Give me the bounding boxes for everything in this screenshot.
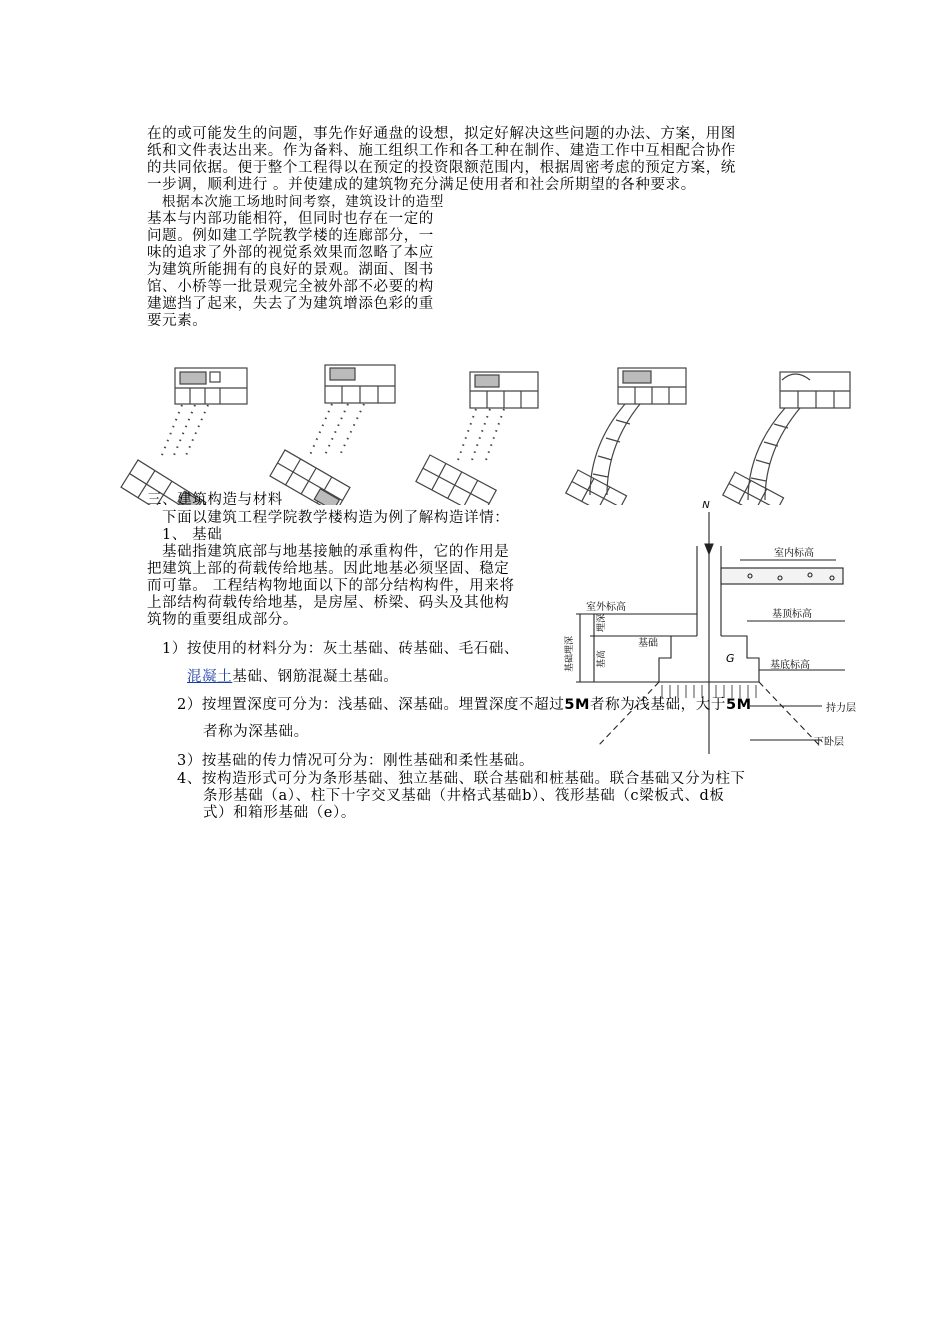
observation-line: 根据本次施工场地时间考察，建筑设计的造型 [162,194,444,210]
depth-value: 5M [564,697,591,713]
indoor-level-label: 室内标高 [774,548,814,559]
list-item-1-cont [187,669,398,686]
load-label: N [702,500,710,511]
list-item-2-head: 2）按埋置深度可分为：浅基础、深基础。埋置深度不超过 [177,697,565,713]
floor-plan-sketches [120,360,860,505]
foundation-height-label: 基高 [597,649,607,668]
floor-plan-1 [121,368,247,505]
observation-line: 为建筑所能拥有的良好的景观。湖面、图书 [147,262,434,278]
floor-slab [721,568,843,584]
foundation-line: 基础指建筑底部与地基接触的承重构件，它的作用是 [162,544,510,560]
intro-line: 的共同依据。便于整个工程得以在预定的投资限额范围内，根据周密考虑的预定方案，统 [147,160,736,176]
foundation-label: 基础 [638,638,658,649]
list-item-4-line: 4、按构造形式可分为条形基础、独立基础、联合基础和桩基础。联合基础又分为柱下 [177,771,746,787]
foundation-line: 筑物的重要组成部分。 [147,612,298,628]
underlying-layer-label: 下卧层 [814,737,844,748]
weight-label: G [726,652,735,665]
section-heading: 三、建筑构造与材料 [147,492,283,508]
foundation-line: 上部结构荷载传给地基，是房屋、桥梁、码头及其他构 [147,595,510,611]
foundation-bottom-label: 基底标高 [770,660,810,671]
foundation-section-diagram [560,496,860,758]
floor-plan-3 [416,372,538,505]
floor-plan-2 [270,365,395,505]
foundation-line: 而可靠。 工程结构物地面以下的部分结构构件，用来将 [147,578,515,594]
burial-depth-label: 埋深 [597,613,607,632]
floor-plan-4 [566,368,686,505]
observation-line: 基本与内部功能相符，但同时也存在一定的 [147,211,434,227]
foundation-burial-depth-label: 基础埋深 [565,635,575,672]
observation-line: 建遮挡了起来，失去了为建筑增添色彩的重 [147,296,434,312]
concrete-link[interactable]: 混凝土 [187,669,233,685]
observation-line: 馆、小桥等一批景观完全被外部不必要的构 [147,279,434,295]
intro-line: 在的或可能发生的问题，事先作好通盘的设想，拟定好解决这些问题的办法、方案，用图 [147,126,736,142]
observation-line: 问题。例如建工学院教学楼的连廊部分，一 [147,228,434,244]
floor-plan-5 [723,372,850,505]
list-item-4-line: 条形基础（a）、柱下十字交叉基础（井格式基础b）、筏形基础（c梁板式、d板 [203,788,725,804]
list-item-2-cont: 者称为深基础。 [203,724,309,740]
intro-line: 一步调，顺利进行 。并使建成的建筑物充分满足使用者和社会所期望的各种要求。 [147,177,696,193]
foundation-top-label: 基顶标高 [772,609,812,620]
sub-heading: 1、 基础 [162,527,223,543]
outdoor-level-label: 室外标高 [586,602,626,613]
list-item-2-mid: 者称为浅基础，大于 [590,697,726,713]
intro-line: 纸和文件表达出来。作为备料、施工组织工作和各工种在制作、建造工作中互相配合协作 [147,143,736,159]
depth-value: 5M [725,697,752,713]
list-item-4-line: 式）和箱形基础（e）。 [203,805,356,821]
observation-line: 味的追求了外部的视觉系效果而忽略了本应 [147,245,434,261]
list-item-1: 1）按使用的材料分为：灰土基础、砖基础、毛石础、 [162,641,520,657]
bearing-layer-label: 持力层 [826,703,856,714]
list-item-1-tail: 基础、钢筋混凝土基础。 [232,669,399,685]
observation-line: 要元素。 [147,313,208,329]
section-intro: 下面以建筑工程学院教学楼构造为例了解构造详情： [162,510,510,526]
list-item-3: 3）按基础的传力情况可分为：刚性基础和柔性基础。 [177,753,535,769]
foundation-line: 把建筑上部的荷载传给地基。因此地基必须坚固、稳定 [147,561,510,577]
